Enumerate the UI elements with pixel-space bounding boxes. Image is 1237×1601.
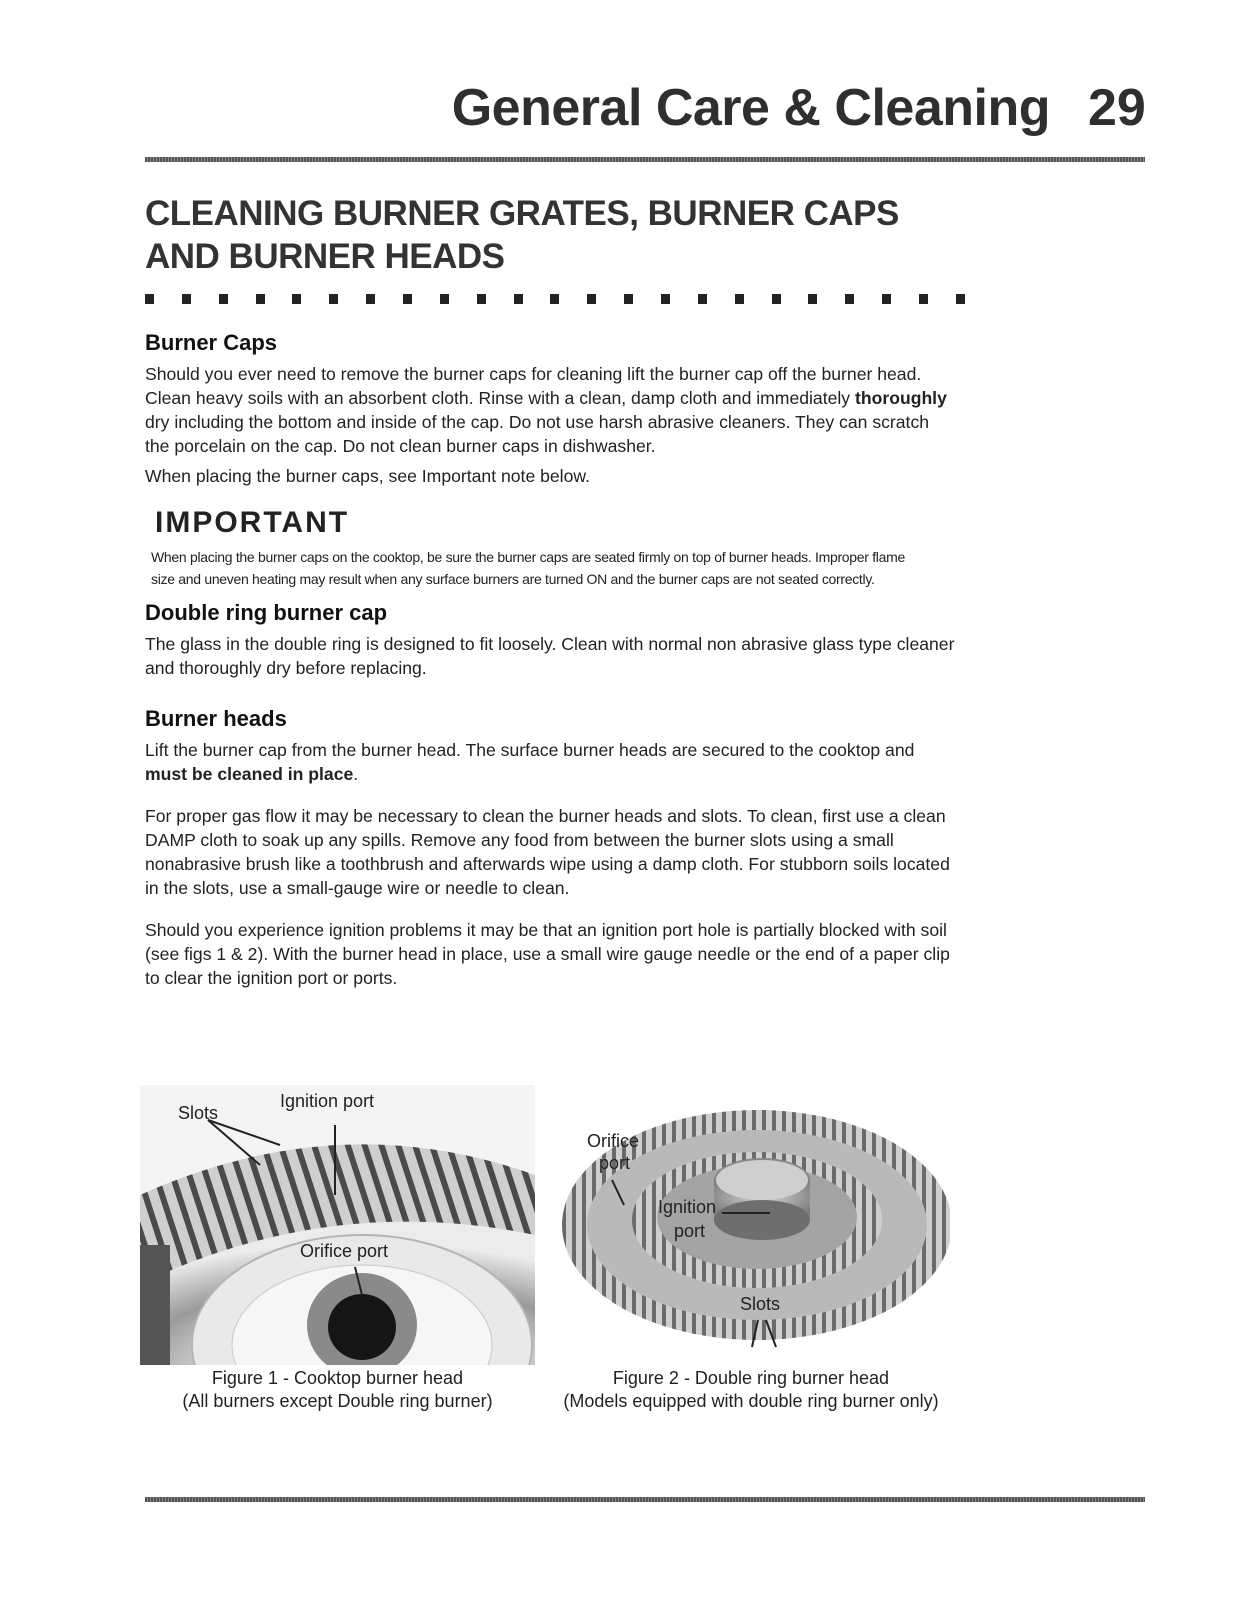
main-content: [145, 330, 955, 996]
figure-2: [552, 1085, 950, 1413]
page-header: [0, 78, 1160, 148]
figure-1-caption: [140, 1367, 535, 1413]
figure-1-burner-photo: [140, 1085, 535, 1365]
burner-heads-paragraph-2: For proper gas flow it may be necessary to clean the burner heads and slots. To clean, first use a clean DAMP cloth to soak up any spills. Remove any food from between the burner slots using a small nonabrasive brush like a toothbrush and afterwards wipe using a damp cloth. For stubborn soils located in the slots, use a small-gauge wire or needle to clean.: [145, 806, 950, 898]
decorative-square-row: [145, 294, 965, 304]
figure-2-burner-photo: [552, 1085, 950, 1365]
important-text: When placing the burner caps on the cooktop, be sure the burner caps are seated firmly on top of burner heads. Improper flame size and uneven heating may result when any surface burners are turned ON and the burner caps are not seated correctly.: [151, 549, 905, 587]
burner-caps-paragraph: Should you ever need to remove the burner caps for cleaning lift the burner cap off the burner head. Clean heavy soils with an absorbent cloth. Rinse with a clean, damp cloth and immediately thoroughly dry including the bottom and inside of the cap. Do not use harsh abrasive cleaners. They can scratch the porcelain on the cap. Do not clean burner caps in dishwasher.: [145, 364, 947, 456]
footer-divider: [145, 1497, 1145, 1502]
burner-heads-paragraph-1: Lift the burner cap from the burner head. The surface burner heads are secured to the cooktop and must be cleaned in place.: [145, 740, 915, 784]
figure-2-caption: [552, 1367, 950, 1413]
figure-2-slots-label: Slots: [740, 1294, 781, 1314]
figure-1: [140, 1085, 535, 1413]
page-number: 29: [1088, 79, 1146, 137]
figure-2-caption-line-1: Figure 2 - Double ring burner head: [612, 1368, 890, 1388]
burner-heads-heading: Burner heads: [145, 706, 287, 731]
double-ring-heading: Double ring burner cap: [145, 600, 388, 625]
burner-caps-heading: Burner Caps: [145, 330, 278, 355]
header-divider: [145, 157, 1145, 162]
figure-1-orifice-label: Orifice port: [300, 1241, 389, 1261]
page-title: General Care & Cleaning: [451, 79, 1050, 137]
section-heading: CLEANING BURNER GRATES, BURNER CAPS AND BURNER HEADS: [145, 194, 899, 276]
figure-1-slots-label: Slots: [178, 1103, 219, 1123]
burner-caps-note: When placing the burner caps, see Important note below.: [145, 466, 590, 486]
figure-2-orifice-label-1: Orifice: [587, 1131, 640, 1151]
figure-1-caption-line-2: (All burners except Double ring burner): [182, 1391, 493, 1411]
double-ring-paragraph: The glass in the double ring is designed to fit loosely. Clean with normal non abrasive glass type cleaner and thoroughly dry before replacing.: [145, 634, 955, 678]
figure-2-ignition-label-1: Ignition: [658, 1197, 717, 1217]
figure-1-ignition-label: Ignition port: [280, 1091, 375, 1111]
figures: [140, 1085, 950, 1415]
figure-1-caption-line-1: Figure 1 - Cooktop burner head: [211, 1368, 464, 1388]
important-title: IMPORTANT: [155, 506, 350, 539]
figure-2-orifice-label-2: port: [599, 1153, 631, 1173]
burner-heads-paragraph-3: Should you experience ignition problems it may be that an ignition port hole is partially blocked with soil (see figs 1 & 2). With the burner head in place, use a small wire gauge needle or the end of a paper clip to clear the ignition port or ports.: [145, 920, 950, 988]
figure-2-ignition-label-2: port: [674, 1221, 706, 1241]
figure-2-caption-line-2: (Models equipped with double ring burner only): [563, 1391, 939, 1411]
